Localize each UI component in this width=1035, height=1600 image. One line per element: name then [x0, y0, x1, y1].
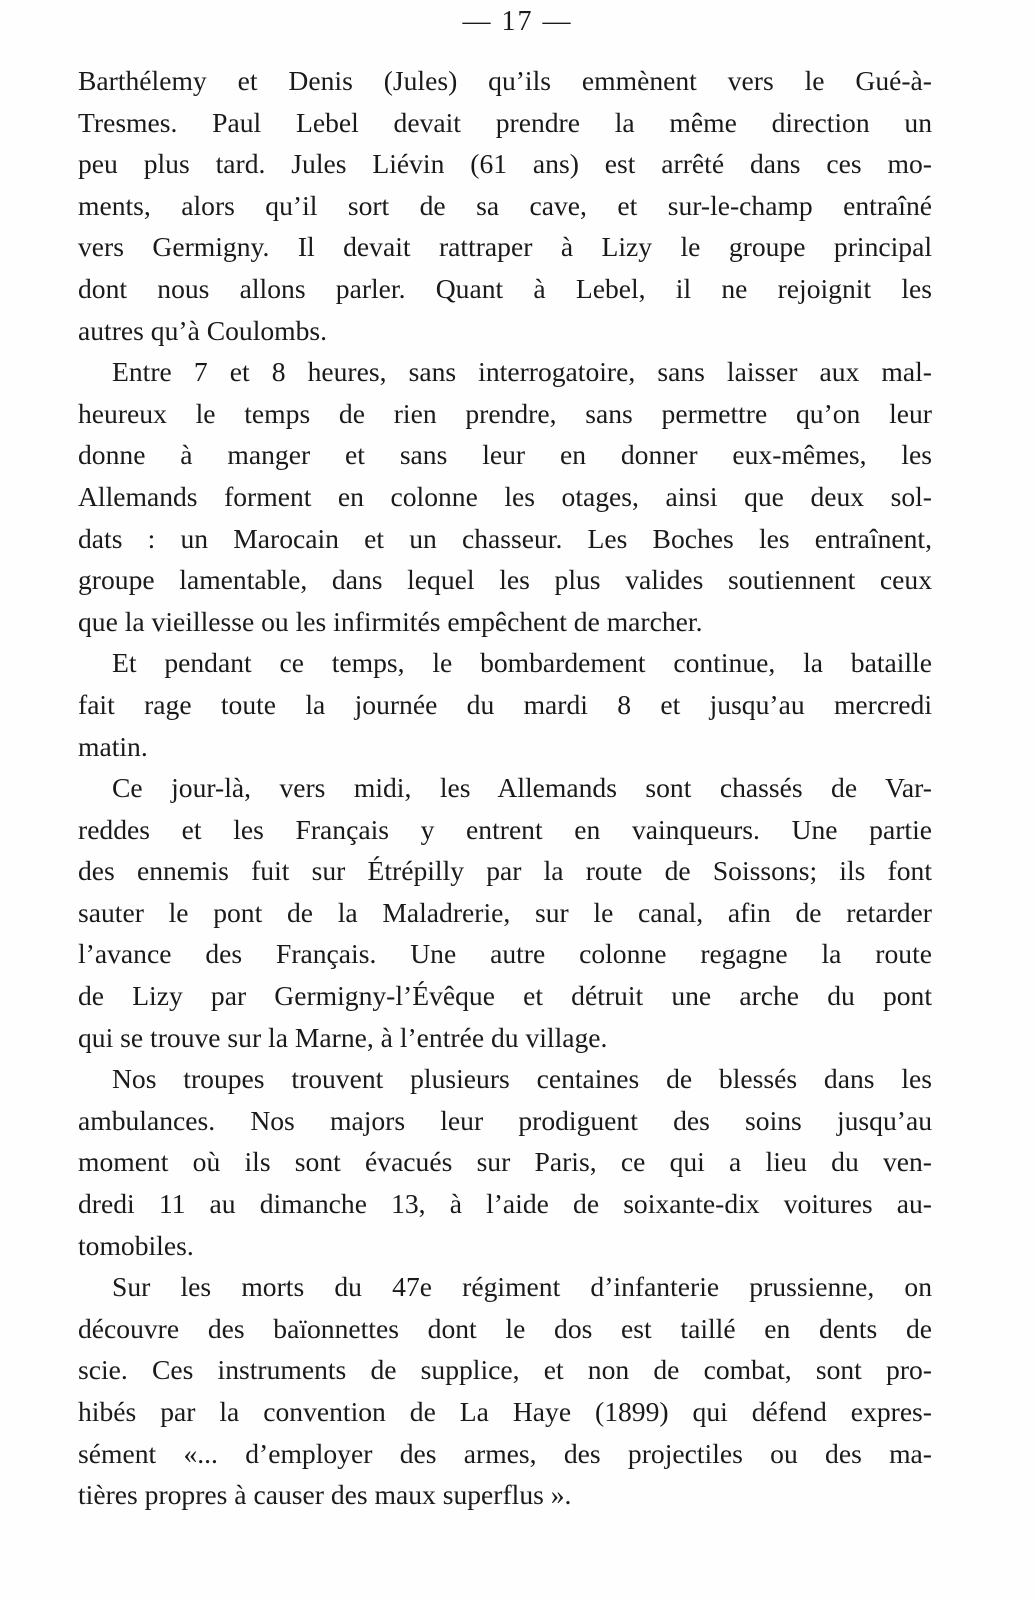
text-line: tomobiles.: [78, 1229, 194, 1261]
text-line: Et pendant ce temps, le bombardement continue, la bataille: [112, 647, 932, 679]
paragraph: [78, 1266, 932, 1516]
text-line: matin.: [78, 730, 148, 762]
paragraph: [78, 642, 932, 767]
text-line: dredi 11 au dimanche 13, à l’aide de soixante-dix voitures au-: [78, 1188, 932, 1220]
text-line: Tresmes. Paul Lebel devait prendre la même direction un: [78, 106, 932, 138]
text-line: que la vieillesse ou les infirmités empêchent de marcher.: [78, 605, 703, 637]
text-line: sément «... d’employer des armes, des projectiles ou des ma-: [78, 1437, 932, 1469]
text-line: heureux le temps de rien prendre, sans permettre qu’on leur: [78, 397, 932, 429]
text-line: des ennemis fuit sur Étrépilly par la route de Soissons; ils font: [78, 855, 932, 887]
text-line: hibés par la convention de La Haye (1899) qui défend expres-: [78, 1396, 932, 1427]
page-number: — 17 —: [462, 6, 573, 37]
text-line: Nos troupes trouvent plusieurs centaines de blessés dans les: [112, 1063, 932, 1095]
text-line: vers Germigny. Il devait rattraper à Lizy le groupe principal: [78, 231, 932, 263]
text-line: Allemands forment en colonne les otages, ainsi que deux sol-: [78, 480, 932, 512]
text-line: fait rage toute la journée du mardi 8 et jusqu’au mercredi: [78, 688, 932, 720]
paragraph: [78, 1058, 932, 1266]
text-line: qui se trouve sur la Marne, à l’entrée du village.: [78, 1021, 608, 1053]
text-line: l’avance des Français. Une autre colonne regagne la route: [78, 938, 932, 970]
text-line: de Lizy par Germigny-l’Évêque et détruit une arche du pont: [78, 980, 932, 1012]
text-line: autres qu’à Coulombs.: [78, 314, 328, 346]
text-line: Ce jour-là, vers midi, les Allemands sont chassés de Var-: [112, 772, 932, 804]
text-line: Entre 7 et 8 heures, sans interrogatoire, sans laisser aux mal-: [112, 356, 932, 388]
text-line: sauter le pont de la Maladrerie, sur le canal, afin de retarder: [78, 896, 932, 928]
paragraph: [78, 60, 932, 351]
text-line: ments, alors qu’il sort de sa cave, et sur-le-champ entraîné: [78, 189, 932, 221]
paragraph: [78, 351, 932, 642]
text-line: donne à manger et sans leur en donner eux-mêmes, les: [78, 439, 932, 471]
text-line: découvre des baïonnettes dont le dos est taillé en dents de: [78, 1312, 932, 1344]
body-text: [78, 60, 932, 1516]
text-line: Barthélemy et Denis (Jules) qu’ils emmènent vers le Gué-à-: [78, 65, 932, 96]
text-line: moment où ils sont évacués sur Paris, ce qui a lieu du ven-: [78, 1146, 932, 1178]
text-line: tières propres à causer des maux superflus ».: [78, 1479, 572, 1511]
paragraph: [78, 767, 932, 1058]
text-line: dats : un Marocain et un chasseur. Les Boches les entraînent,: [78, 522, 932, 554]
text-line: reddes et les Français y entrent en vainqueurs. Une partie: [78, 813, 932, 845]
text-line: scie. Ces instruments de supplice, et non de combat, sont pro-: [78, 1354, 932, 1386]
text-line: groupe lamentable, dans lequel les plus valides soutiennent ceux: [78, 564, 932, 596]
text-line: ambulances. Nos majors leur prodiguent des soins jusqu’au: [78, 1104, 932, 1136]
text-line: dont nous allons parler. Quant à Lebel, il ne rejoignit les: [78, 272, 932, 304]
text-line: peu plus tard. Jules Liévin (61 ans) est arrêté dans ces mo-: [78, 148, 932, 180]
text-line: Sur les morts du 47e régiment d’infanterie prussienne, on: [112, 1271, 932, 1303]
